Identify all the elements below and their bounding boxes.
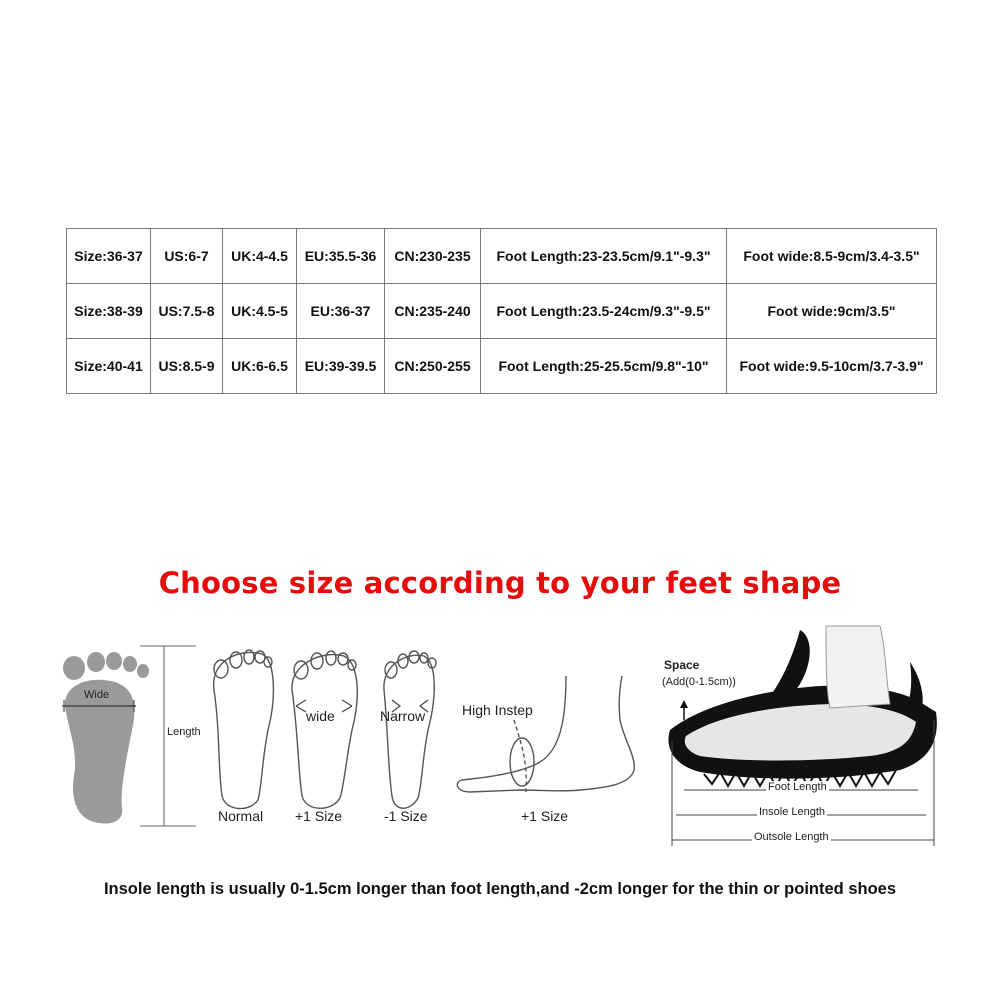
high-instep-foot-icon (457, 676, 634, 792)
table-cell: Size:38-39 (67, 284, 151, 339)
space-label: Space (664, 658, 700, 672)
wide-label: wide (306, 708, 335, 724)
table-cell: US:7.5-8 (151, 284, 223, 339)
table-cell: US:6-7 (151, 229, 223, 284)
narrow-foot-icon (384, 651, 436, 808)
table-cell: Size:36-37 (67, 229, 151, 284)
foot-length-label: Foot Length (768, 781, 827, 793)
high-instep-label: High Instep (462, 702, 533, 718)
plus-one-size-label: +1 Size (295, 808, 343, 824)
table-cell: Foot Length:23.5-24cm/9.3"-9.5" (481, 284, 727, 339)
footprint-icon (63, 652, 149, 823)
guide-heading: Choose size according to your feet shape (158, 566, 842, 600)
table-cell: CN:250-255 (385, 339, 481, 394)
wide-measure-label: Wide (84, 689, 110, 701)
space-note-label: (Add(0-1.5cm)) (662, 676, 736, 688)
table-cell: UK:4-4.5 (223, 229, 297, 284)
table-cell: UK:4.5-5 (223, 284, 297, 339)
wide-foot-icon (292, 651, 357, 808)
insole-length-label: Insole Length (759, 806, 826, 818)
length-measure-label: Length (167, 726, 201, 738)
table-cell: Foot Length:25-25.5cm/9.8"-10" (481, 339, 727, 394)
table-cell: CN:230-235 (385, 229, 481, 284)
table-cell: EU:35.5-36 (297, 229, 385, 284)
table-cell: US:8.5-9 (151, 339, 223, 394)
insole-footnote: Insole length is usually 0-1.5cm longer than foot length,and -2cm longer for the thin or pointed shoes (103, 880, 897, 898)
table-cell: Foot wide:8.5-9cm/3.4-3.5" (727, 229, 937, 284)
normal-foot-icon (214, 650, 274, 809)
narrow-label: Narrow (380, 708, 426, 724)
normal-label: Normal (218, 808, 264, 824)
high-instep-size-label: +1 Size (521, 808, 569, 824)
minus-one-size-label: -1 Size (384, 808, 428, 824)
table-cell: Foot Length:23-23.5cm/9.1"-9.3" (481, 229, 727, 284)
table-cell: EU:36-37 (297, 284, 385, 339)
outsole-length-label: Outsole Length (754, 831, 829, 843)
table-cell: UK:6-6.5 (223, 339, 297, 394)
table-cell: Foot wide:9.5-10cm/3.7-3.9" (727, 339, 937, 394)
table-cell: Foot wide:9cm/3.5" (727, 284, 937, 339)
table-cell: CN:235-240 (385, 284, 481, 339)
table-cell: Size:40-41 (67, 339, 151, 394)
table-cell: EU:39-39.5 (297, 339, 385, 394)
shoe-diagram-icon (668, 626, 936, 786)
